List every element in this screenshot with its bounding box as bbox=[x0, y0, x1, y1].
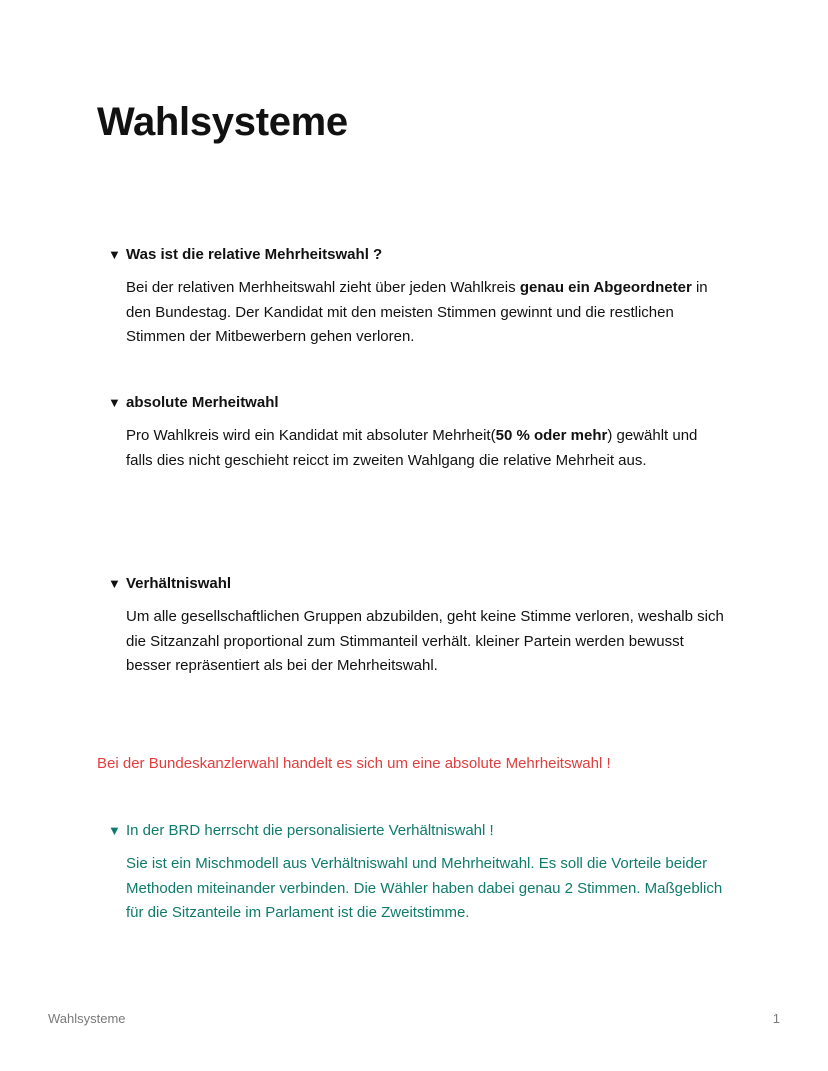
body-text: Bei der relativen Merhheitswahl zieht über jeden Wahlkreis bbox=[126, 279, 520, 296]
triangle-down-icon[interactable]: ▼ bbox=[108, 576, 121, 591]
triangle-down-icon[interactable]: ▼ bbox=[108, 247, 121, 262]
toggle-body bbox=[126, 276, 726, 350]
footer-title: Wahlsysteme bbox=[48, 1011, 126, 1026]
toggle-verhaeltniswahl bbox=[108, 574, 728, 679]
toggle-heading: Verhältniswahl bbox=[126, 575, 232, 592]
toggle-header[interactable] bbox=[108, 245, 728, 265]
toggle-header[interactable] bbox=[108, 574, 728, 594]
toggle-body bbox=[126, 424, 726, 473]
toggle-absolute-mehrheitswahl bbox=[108, 393, 728, 473]
page-title: Wahlsysteme bbox=[97, 100, 348, 144]
body-text: Um alle gesellschaftlichen Gruppen abzubilden, geht keine Stimme verloren, weshalb sich die Sitzanzahl proportional zum Stimmanteil verhält. kleiner Partein werden bewusst besser repräsentiert als bei der Mehrheitswahl. bbox=[126, 608, 724, 674]
body-text: Pro Wahlkreis wird ein Kandidat mit absoluter Mehrheit( bbox=[126, 427, 496, 444]
toggle-body: Sie ist ein Mischmodell aus Verhältniswahl und Mehrheitwahl. Es soll die Vorteile beider Methoden miteinander verbinden. Die Wähler haben dabei genau 2 Stimmen. Maßgeblich für die Sitzanteile im Parlament ist die Zweitstimme. bbox=[126, 855, 723, 921]
toggle-header[interactable] bbox=[108, 821, 728, 841]
toggle-body bbox=[126, 605, 726, 679]
toggle-heading: In der BRD herrscht die personalisierte Verhältniswahl ! bbox=[126, 822, 494, 839]
triangle-down-icon[interactable]: ▼ bbox=[108, 395, 121, 410]
toggle-heading: absolute Merheitwahl bbox=[126, 394, 279, 411]
toggle-heading: Was ist die relative Mehrheitswahl ? bbox=[126, 246, 383, 263]
body-bold-text: 50 % oder mehr bbox=[495, 427, 608, 444]
triangle-down-icon[interactable]: ▼ bbox=[108, 823, 121, 838]
toggle-relative-mehrheitswahl bbox=[108, 245, 728, 350]
body-bold-text: genau ein Abgeordneter bbox=[519, 279, 692, 296]
body-text: ) gewählt und falls dies nicht geschieht reicct im zweiten Wahlgang die relative Mehrheit aus. bbox=[126, 427, 698, 469]
toggle-personalisierte-verhaeltniswahl bbox=[108, 821, 728, 926]
callout-text: Bei der Bundeskanzlerwahl handelt es sich um eine absolute Mehrheitswahl ! bbox=[97, 755, 611, 772]
toggle-header[interactable] bbox=[108, 393, 728, 413]
page-number: 1 bbox=[772, 1011, 780, 1026]
body-text: in den Bundestag. Der Kandidat mit den meisten Stimmen gewinnt und die restlichen Stimmen der Mitbewerbern gehen verloren. bbox=[126, 279, 708, 345]
